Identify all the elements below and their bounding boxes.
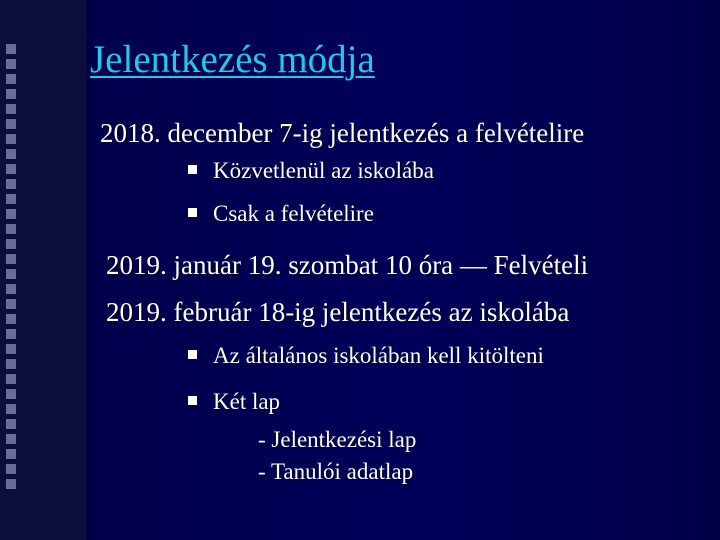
sub-point-1-text: Közvetlenül az iskolába <box>213 158 434 183</box>
bullet-icon <box>188 350 197 359</box>
sub-point-3 <box>188 343 544 369</box>
main-point-1 <box>100 118 584 149</box>
main-point-3-text: 2019. február 18-ig jelentkezés az iskolába <box>106 297 570 327</box>
bullet-icon <box>188 396 197 405</box>
main-point-2-text: 2019. január 19. szombat 10 óra — Felvételi <box>106 250 589 280</box>
dot-pattern <box>6 44 16 494</box>
sub-point-1 <box>188 158 434 184</box>
left-decorative-strip <box>0 0 86 540</box>
sub-point-4-text: Két lap <box>213 389 281 414</box>
bullet-icon <box>188 208 197 217</box>
sub-point-4 <box>188 389 280 415</box>
sub-point-3-text: Az általános iskolában kell kitölteni <box>213 343 544 368</box>
form-item-1: - Jelentkezési lap <box>258 427 417 452</box>
sub-point-2 <box>188 201 374 227</box>
main-point-1-text: 2018. december 7-ig jelentkezés a felvételire <box>100 118 585 148</box>
bullet-icon <box>188 165 197 174</box>
main-point-3 <box>106 297 569 328</box>
sub-point-2-text: Csak a felvételire <box>213 201 374 226</box>
slide-title: Jelentkezés módja <box>90 38 375 81</box>
main-point-2 <box>106 250 588 281</box>
form-item-2: - Tanulói adatlap <box>258 459 414 484</box>
